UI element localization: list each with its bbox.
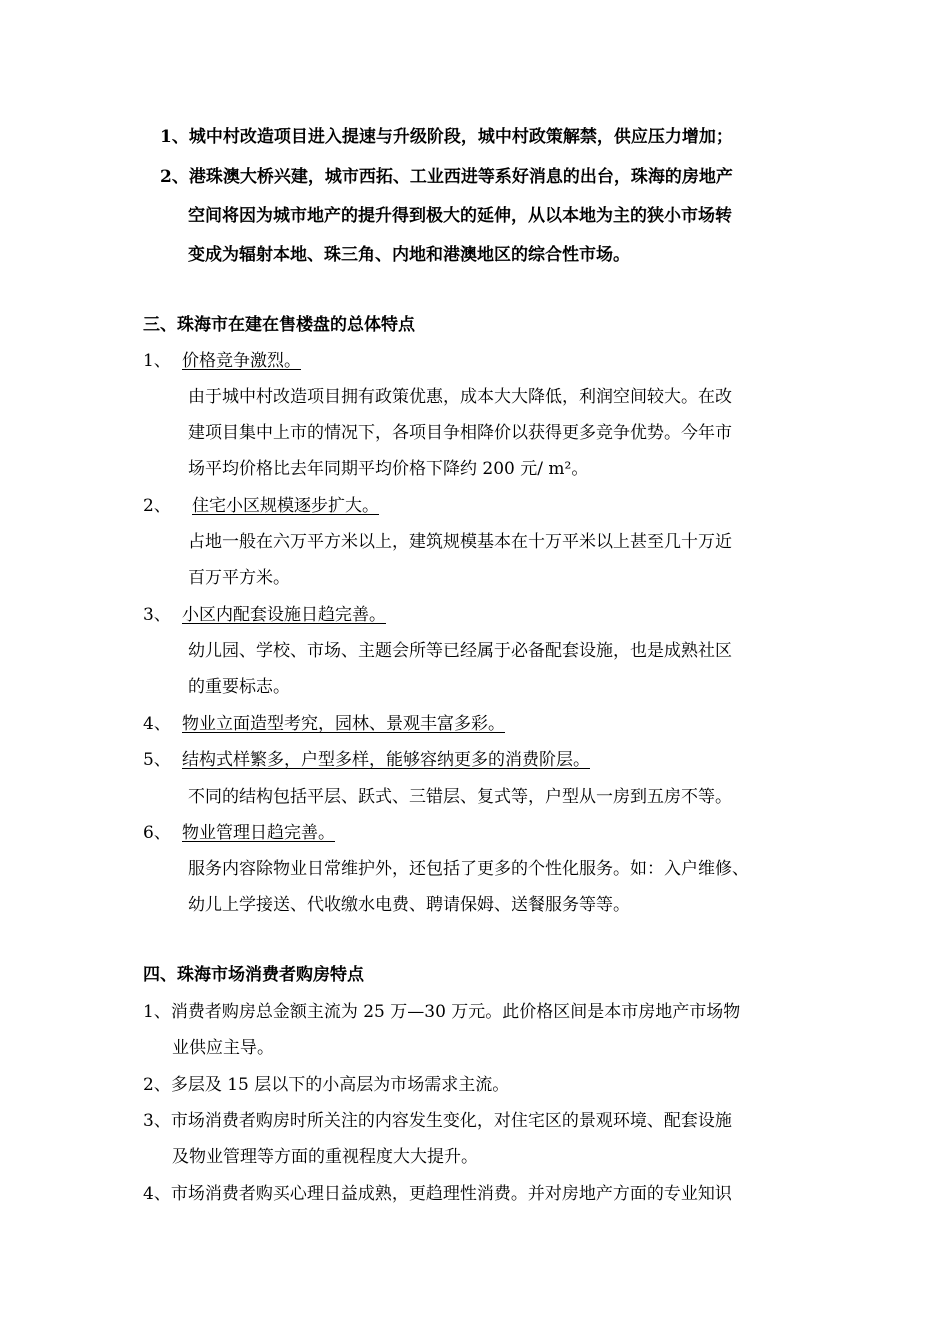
list-text: 城中村改造项目进入提速与升级阶段，城中村政策解禁，供应压力增加；: [188, 127, 733, 147]
section-4-item-2: [143, 1074, 509, 1096]
item-title: 住宅小区规模逐步扩大。: [192, 496, 379, 516]
section-3-item-2-title: [143, 495, 379, 517]
section-3-item-3-body-2: 的重要标志。: [188, 677, 290, 697]
intro-item-2-line-2: 空间将因为城市地产的提升得到极大的延伸，从以本地为主的狭小市场转: [188, 206, 732, 226]
item-title: 物业立面造型考究，园林、景观丰富多彩。: [182, 714, 505, 734]
section-3-heading: 三、珠海市在建在售楼盘的总体特点: [143, 315, 415, 335]
section-3-item-2-body-2: 百万平方米。: [188, 568, 290, 588]
intro-item-1: [160, 126, 733, 148]
list-number: 4、: [143, 1184, 171, 1204]
list-number: 3、: [143, 605, 171, 625]
list-text: 港珠澳大桥兴建，城市西拓、工业西进等系好消息的出台，珠海的房地产: [188, 167, 733, 187]
list-number: 5、: [143, 750, 171, 770]
section-3-item-3-title: [143, 604, 386, 626]
list-text: 多层及 15 层以下的小高层为市场需求主流。: [170, 1075, 510, 1095]
section-4-item-4: [143, 1183, 732, 1205]
section-3-item-6-body-2: 幼儿上学接送、代收缴水电费、聘请保姆、送餐服务等等。: [188, 895, 630, 915]
list-text: 市场消费者购房时所关注的内容发生变化，对住宅区的景观环境、配套设施: [170, 1111, 732, 1131]
list-number: 6、: [143, 823, 171, 843]
section-3-item-1-body-1: 由于城中村改造项目拥有政策优惠，成本大大降低，利润空间较大。在改: [188, 387, 732, 407]
section-3-item-4-title: [143, 713, 505, 735]
item-title: 结构式样繁多，户型多样，能够容纳更多的消费阶层。: [182, 750, 590, 770]
list-number: 1、: [160, 127, 189, 147]
section-3-item-5-title: [143, 749, 590, 771]
section-4-item-3-line-2: 及物业管理等方面的重视程度大大提升。: [172, 1147, 478, 1167]
section-4-item-3: [143, 1110, 732, 1132]
section-3-item-6-title: [143, 822, 335, 844]
list-number: 2、: [143, 496, 171, 516]
list-number: 2、: [160, 167, 189, 187]
section-4-heading: 四、珠海市场消费者购房特点: [143, 965, 364, 985]
section-3-item-1-body-2: 建项目集中上市的情况下，各项目争相降价以获得更多竞争优势。今年市: [188, 423, 732, 443]
list-number: 2、: [143, 1075, 171, 1095]
list-number: 4、: [143, 714, 171, 734]
list-number: 3、: [143, 1111, 171, 1131]
item-title: 价格竞争激烈。: [182, 351, 301, 371]
section-4-item-1: [143, 1001, 740, 1023]
section-3-item-6-body-1: 服务内容除物业日常维护外，还包括了更多的个性化服务。如：入户维修、: [188, 859, 749, 879]
section-3-item-3-body-1: 幼儿园、学校、市场、主题会所等已经属于必备配套设施，也是成熟社区: [188, 641, 732, 661]
section-3-item-5-body-1: 不同的结构包括平层、跃式、三错层、复式等，户型从一房到五房不等。: [188, 787, 732, 807]
item-title: 小区内配套设施日趋完善。: [182, 605, 386, 625]
item-title: 物业管理日趋完善。: [182, 823, 335, 843]
list-number: 1、: [143, 351, 171, 371]
list-text: 消费者购房总金额主流为 25 万—30 万元。此价格区间是本市房地产市场物: [170, 1002, 741, 1022]
section-3-item-1-body-3: 场平均价格比去年同期平均价格下降约 200 元/ m²。: [188, 459, 589, 479]
intro-item-2: [160, 166, 733, 188]
section-4-item-1-line-2: 业供应主导。: [172, 1038, 274, 1058]
section-3-item-1-title: [143, 350, 301, 372]
intro-item-2-line-3: 变成为辐射本地、珠三角、内地和港澳地区的综合性市场。: [188, 245, 630, 265]
section-3-item-2-body-1: 占地一般在六万平方米以上，建筑规模基本在十万平米以上甚至几十万近: [188, 532, 732, 552]
list-text: 市场消费者购买心理日益成熟，更趋理性消费。并对房地产方面的专业知识: [170, 1184, 732, 1204]
list-number: 1、: [143, 1002, 171, 1022]
